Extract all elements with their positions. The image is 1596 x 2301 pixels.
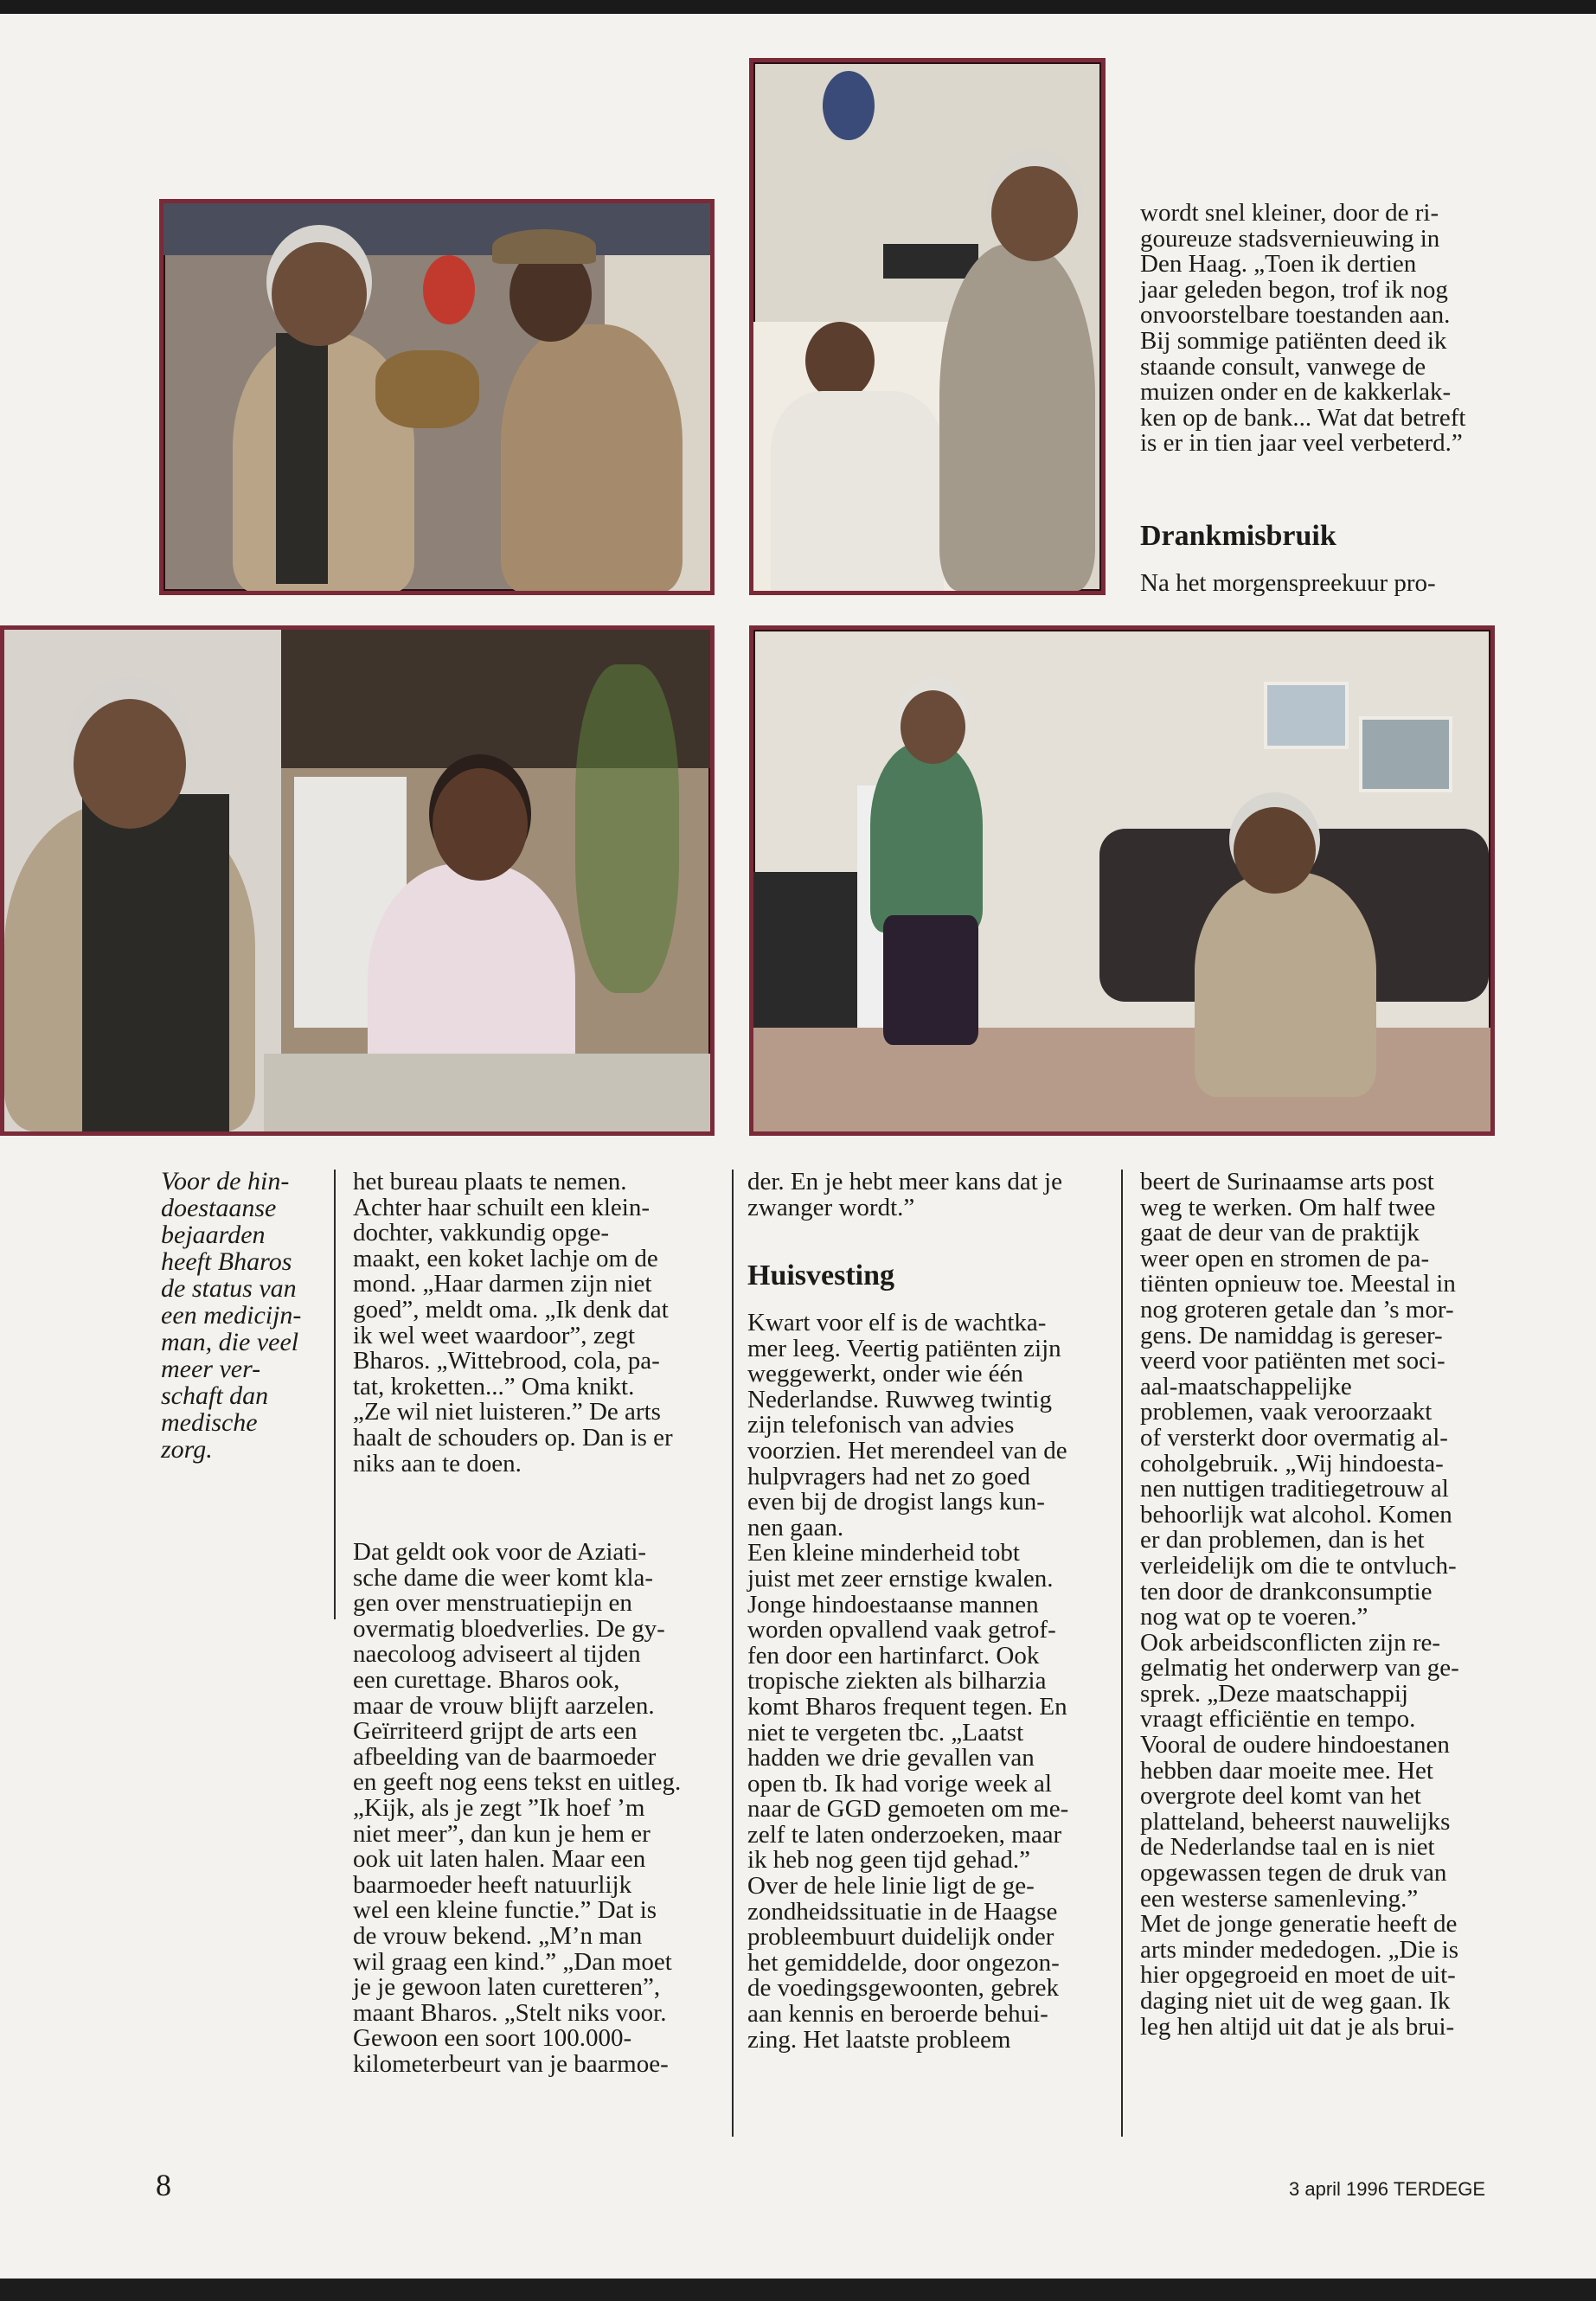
photo-men-with-clock (159, 199, 715, 595)
column-rule-1 (334, 1170, 336, 1619)
photo-caption: Voor de hin- doestaanse bejaarden heeft Bharos de status van een medicijn- man, die veel meer ver- schaft dan medische zorg. (161, 1167, 302, 1464)
photo-woman-arm-exam (0, 625, 715, 1136)
body-column-2-para-2: Kwart voor elf is de wachtka- mer leeg. Veertig patiënten zijn weggewerkt, onder wie één Nederlandse. Ruwweg twintig zijn telefonisch van advies voorzien. Het merendeel van de hulpvragers had net zo goed even bij de drogist langs kun- nen gaan. Een kleine minderheid tobt juist met zeer ernstige kwalen. Jonge hindoestaanse mannen worden opvallend vaak getrof- fen door een hartinfarct. Ook tropische ziekten als bilharzia komt Bharos frequent tegen. En niet te vergeten tbc. „Laatst hadden we drie gevallen van open tb. Ik had vorige week al naar de GGD gemoeten om me- zelf te laten onderzoeken, maar ik heb nog geen tijd gehad.” Over de hele linie ligt de ge- zondheidssituatie in de Haagse probleembuurt duidelijk onder het gemiddelde, door ongezon- de voedingsgewoonten, gebrek aan kennis en beroerde behui- zing. Het laatste probleem (747, 1309, 1069, 2054)
bottom-edge-bar (0, 2279, 1596, 2301)
top-right-text: wordt snel kleiner, door de ri- goureuze stadsvernieuwing in Den Haag. „Toen ik dertien jaar geleden begon, trof ik nog onvoorstelbare toestanden aan. Bij sommige patiënten deed ik staande consult, vanwege de muizen onder en de kakkerlak- ken op de bank... Wat dat betreft is er in tien jaar veel verbeterd.” (1140, 199, 1466, 458)
body-column-2-para-1: der. En je hebt meer kans dat je zwanger wordt.” (747, 1168, 1062, 1221)
top-right-text-continued: Na het morgenspreekuur pro- (1140, 569, 1436, 597)
body-column-1-para-2: Dat geldt ook voor de Aziati- sche dame die weer komt kla- gen over menstruatiepijn en overmatig bloedverlies. De gy- naecoloog adviseert al tijden een curettage. Bharos ook, maar de vrouw blijft aarzelen. Geïrriteerd grijpt de arts een afbeelding van de baarmoeder en geeft nog eens tekst en uitleg. „Kijk, als je zegt ”Ik hoef ’m niet meer”, dan kun je hem er ook uit laten halen. Maar een baarmoeder heeft natuurlijk wel een kleine functie.” Dat is de vrouw bekend. „M’n man wil graag een kind.” „Dan moet je je gewoon laten curetteren”, maant Bharos. „Stelt niks voor. Gewoon een soort 100.000- kilometerbeurt van je baarmoe- (353, 1538, 682, 2078)
column-rule-2 (732, 1170, 734, 2137)
column-rule-3 (1121, 1170, 1123, 2137)
body-column-3-para-1: beert de Surinaamse arts post weg te werken. Om half twee gaat de deur van de praktijk weer open en stromen de pa- tiënten opnieuw toe. Meestal in nog groteren getale dan ’s mor- gens. De namiddag is gereser- veerd voor patiënten met soci- aal-maatschappelijke problemen, vaak veroorzaakt of versterkt door overmatig al- coholgebruik. „Wij hindoesta- nen nuttigen traditiegetrouw al behoorlijk wat alcohol. Komen er dan problemen, dan is het verleidelijk om die te ontvluch- ten door de drankconsumptie nog wat op te voeren.” Ook arbeidsconflicten zijn re- gelmatig het onderwerp van ge- sprek. „Deze maatschappij vraagt efficiëntie en tempo. Vooral de oudere hindoestanen hebben daar moeite mee. Het overgrote deel komt van het platteland, beheerst nauwelijks de Nederlandse taal en is niet opgewassen tegen de druk van een westerse samenleving.” Met de jonge generatie heeft de arts minder mededogen. „Die is hier opgegroeid en moet de uit- daging niet uit de weg gaan. Ik leg hen altijd uit dat je als brui- (1140, 1168, 1459, 2041)
photo-woman-in-bed (749, 58, 1106, 595)
body-column-1-para-1: het bureau plaats te nemen. Achter haar schuilt een klein- dochter, vakkundig opge- maakt, een koket lachje om de mond. „Haar darmen zijn niet goed”, meldt oma. „Ik denk dat ik wel weet waardoor”, zegt Bharos. „Wittebrood, cola, pa- tat, kroketten...” Oma knikt. „Ze wil niet luisteren.” De arts haalt de schouders op. Dan is er niks aan te doen. (353, 1168, 673, 1477)
section-heading-drankmisbruik: Drankmisbruik (1140, 520, 1336, 552)
page-number: 8 (156, 2168, 171, 2202)
issue-footer: 3 april 1996 TERDEGE (1289, 2178, 1486, 2200)
top-edge-bar (0, 0, 1596, 14)
photo-living-room-phone (749, 625, 1495, 1136)
section-heading-huisvesting: Huisvesting (747, 1259, 895, 1292)
